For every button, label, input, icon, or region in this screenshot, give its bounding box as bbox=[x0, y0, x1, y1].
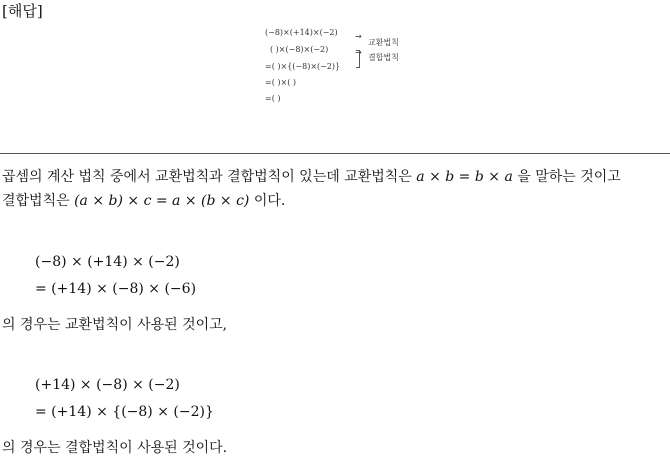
thumbnail-line-5: =( ) bbox=[265, 94, 281, 103]
thumbnail-line-2: ( )×(−8)×(−2) bbox=[270, 45, 329, 54]
thumbnail-line-4: =( )×( ) bbox=[265, 78, 296, 87]
thumbnail-line-1: (−8)×(+14)×(−2) bbox=[265, 28, 338, 37]
thumbnail-bracket bbox=[356, 50, 360, 68]
thumbnail-annotation-associative: 결합법칙 bbox=[368, 53, 399, 62]
thumbnail-arrow-1: → bbox=[355, 32, 362, 41]
explanation-line1-suffix: 을 말하는 것이고 bbox=[517, 169, 621, 185]
section-divider bbox=[0, 153, 670, 154]
explanation-line-2 bbox=[2, 191, 285, 211]
example1-conclusion: 의 경우는 교환법칙이 사용된 것이고, bbox=[2, 317, 228, 333]
answer-header: [해답] bbox=[2, 2, 43, 20]
example1-expression-1: (−8) × (+14) × (−2) bbox=[35, 254, 180, 270]
explanation-line-1 bbox=[2, 167, 621, 187]
example2-expression-1: (+14) × (−8) × (−2) bbox=[35, 377, 180, 393]
explanation-line1-text: 곱셈의 계산 법칙 중에서 교환법칙과 결합법칙이 있는데 교환법칙은 bbox=[2, 169, 412, 185]
example2-expression-2: = (+14) × {(−8) × (−2)} bbox=[35, 404, 214, 420]
thumbnail-annotation-commutative: 교환법칙 bbox=[368, 38, 399, 47]
thumbnail-line-3: =( )×{(−8)×(−2)} bbox=[265, 62, 341, 71]
example1-expression-2: = (+14) × (−8) × (−6) bbox=[35, 281, 197, 297]
thumbnail-arrow-2: → bbox=[355, 48, 362, 57]
explanation-line2-suffix: 이다. bbox=[253, 193, 286, 209]
example2-conclusion: 의 경우는 결합법칙이 사용된 것이다. bbox=[2, 440, 228, 456]
associative-formula: (a × b) × c = a × (b × c) bbox=[74, 193, 250, 209]
commutative-formula: a × b = b × a bbox=[416, 169, 513, 185]
explanation-line2-text: 결합법칙은 bbox=[2, 193, 70, 209]
